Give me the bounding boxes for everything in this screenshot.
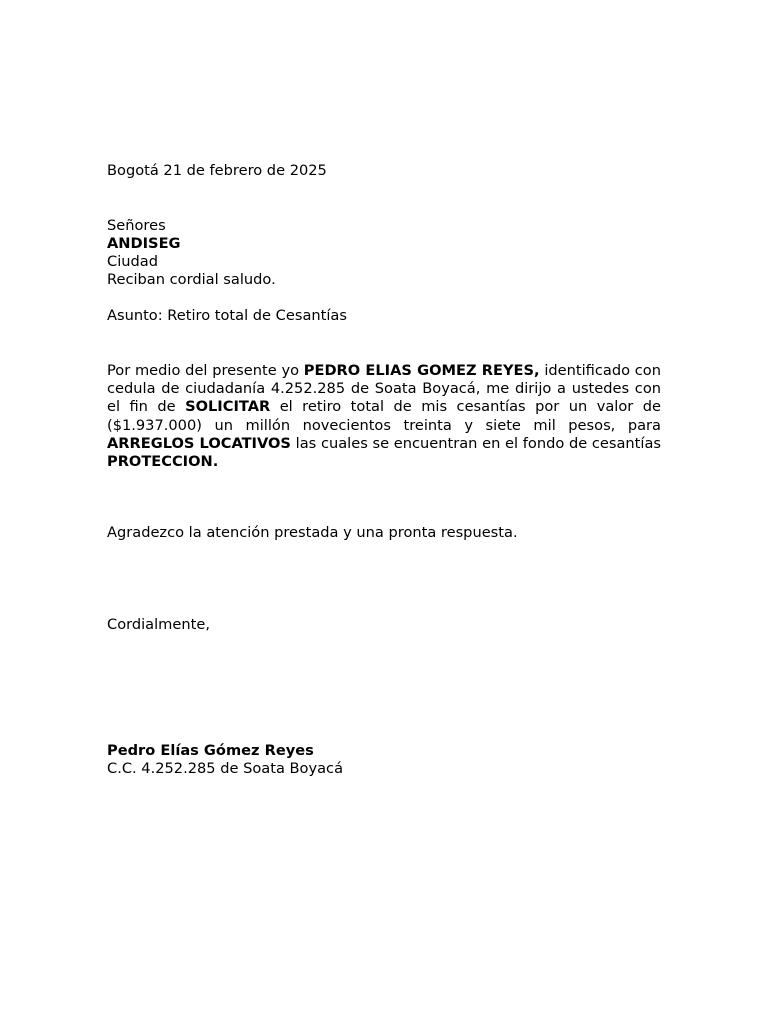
body-purpose: ARREGLOS LOCATIVOS (107, 434, 291, 452)
recipient-salutation: Señores (107, 217, 166, 234)
body-name-caps: PEDRO ELIAS GOMEZ REYES, (303, 362, 540, 379)
greeting: Reciban cordial saludo. (107, 271, 276, 288)
thanks-line: Agradezco la atención prestada y una pronta respuesta. (107, 524, 518, 541)
body-text-1: Por medio del presente yo (107, 362, 304, 379)
body-fund: PROTECCION. (107, 453, 219, 471)
body-text-4: las cuales se encuentran en el fondo de cesantías (290, 434, 662, 452)
body-paragraph (107, 362, 661, 471)
date-line: Bogotá 21 de febrero de 2025 (107, 162, 327, 179)
recipient-city: Ciudad (107, 253, 158, 270)
subject-line: Asunto: Retiro total de Cesantías (107, 307, 347, 324)
body-text-2: identificado con cedula de ciudadanía 4.252.285 de Soata Boyacá, me dirijo a ustedes con el fin de (107, 362, 661, 416)
recipient-company: ANDISEG (107, 235, 181, 252)
body-text-3: el retiro total de mis cesantías por un valor de ($1.937.000) un millón novecientos treinta y siete mil pesos, para (107, 398, 661, 434)
signature-name: Pedro Elías Gómez Reyes (107, 742, 314, 759)
body-request-word: SOLICITAR (185, 398, 271, 416)
closing-line: Cordialmente, (107, 616, 210, 633)
signature-id: C.C. 4.252.285 de Soata Boyacá (107, 760, 344, 777)
